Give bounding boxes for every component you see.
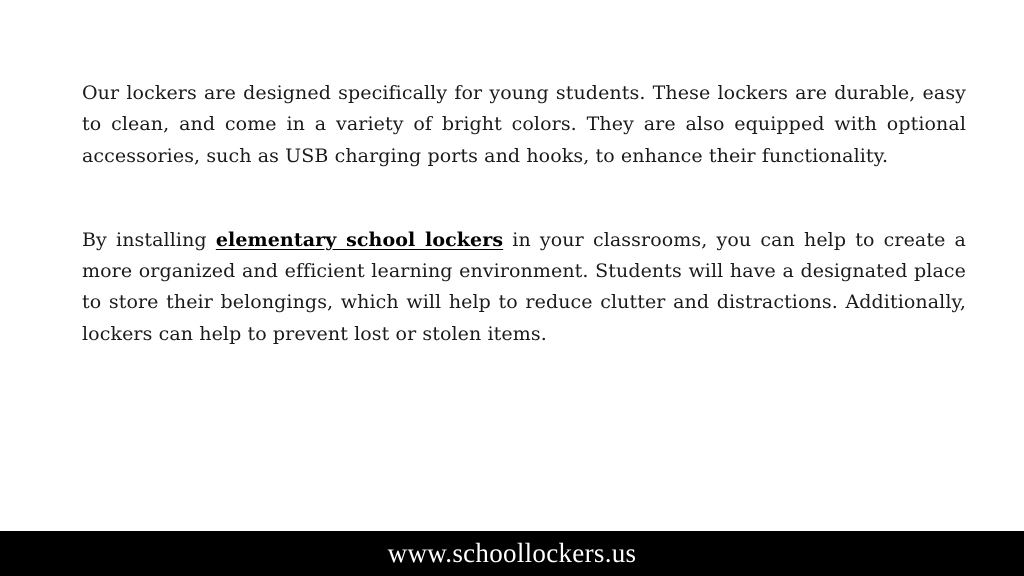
footer-website-url: www.schoollockers.us [387, 538, 637, 568]
paragraph-benefits-rest: in your classrooms, you can help to create a more organized and efficient learning environment. Students will have a designated place to store their belongings, which will help to reduce clutter and distractions. Additionally, lockers can help to prevent lost or stolen items. [82, 228, 966, 345]
paragraph-intro: Our lockers are designed specifically for young students. These lockers are durable, easy to clean, and come in a variety of bright colors. They are also equipped with optional accessories, such as USB charging ports and hooks, to enhance their functionality. [82, 82, 966, 167]
elementary-school-lockers-link[interactable]: elementary school lockers [215, 228, 504, 251]
paragraph-benefits-lead: By installing [82, 228, 216, 251]
main-content [82, 78, 966, 350]
paragraph-benefits [82, 225, 966, 350]
footer-bar [0, 531, 1024, 576]
